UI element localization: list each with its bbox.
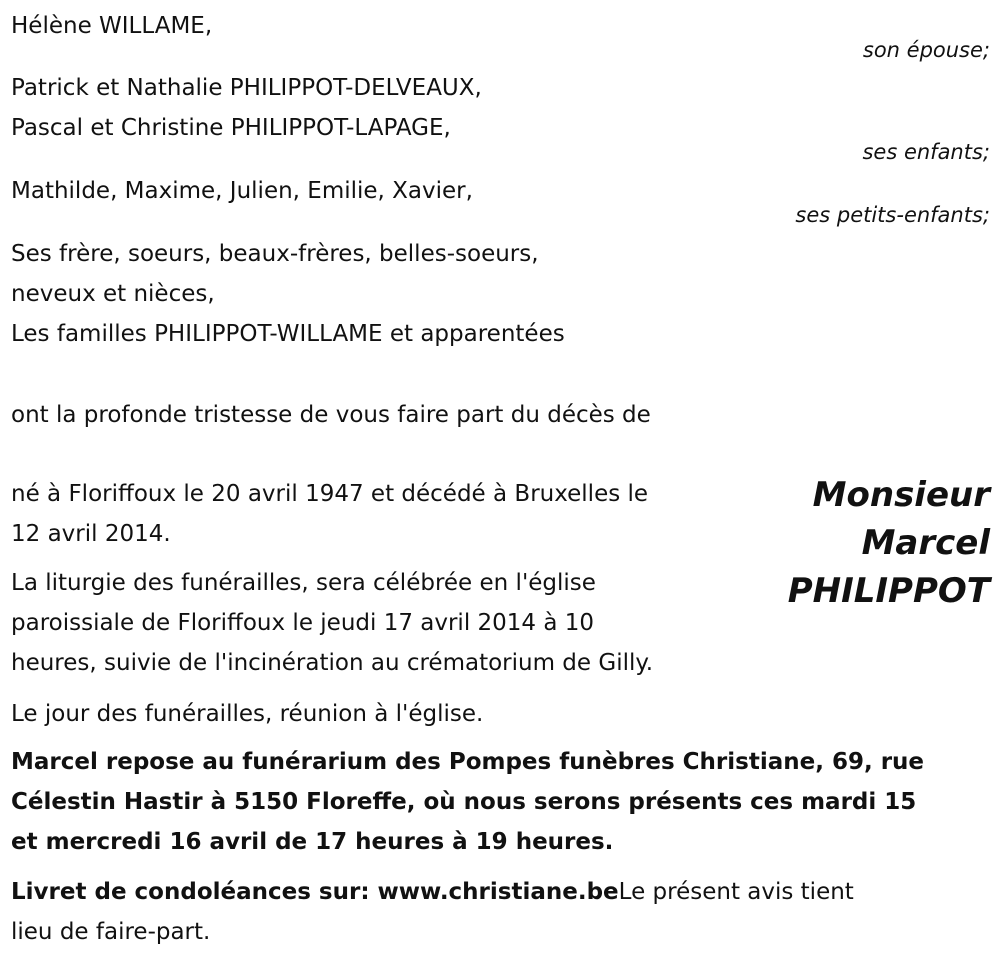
child-line: Patrick et Nathalie PHILIPPOT-DELVEAUX, (11, 75, 482, 101)
grandchildren-role: ses petits-enfants; (795, 203, 990, 227)
notice-text-line2: lieu de faire-part. (11, 919, 211, 945)
children-role: ses enfants; (862, 140, 990, 164)
relatives-line: Ses frère, soeurs, beaux-frères, belles-soeurs, (11, 241, 539, 267)
liturgy-line: La liturgie des funérailles, sera célébrée en l'église (11, 570, 596, 596)
condolences-line (11, 872, 854, 912)
visitation-line: Marcel repose au funérarium des Pompes funèbres Christiane, 69, rue (11, 749, 925, 775)
spouse-line: Hélène WILLAME, (11, 13, 213, 39)
relatives-line: neveux et nièces, (11, 281, 215, 307)
deceased-title: Monsieur (812, 475, 990, 515)
deceased-last-name: PHILIPPOT (787, 571, 990, 611)
announcement-text: ont la profonde tristesse de vous faire part du décès de (11, 402, 651, 428)
condolences-link[interactable]: Livret de condoléances sur: www.christiane.be (11, 879, 619, 905)
visitation-line: Célestin Hastir à 5150 Floreffe, où nous serons présents ces mardi 15 (11, 789, 917, 815)
birth-death-line: né à Floriffoux le 20 avril 1947 et décédé à Bruxelles le (11, 481, 649, 507)
relatives-line: Les familles PHILIPPOT-WILLAME et apparentées (11, 321, 565, 347)
grandchildren-line: Mathilde, Maxime, Julien, Emilie, Xavier, (11, 178, 473, 204)
reunion-text: Le jour des funérailles, réunion à l'église. (11, 701, 484, 727)
liturgy-line: paroissiale de Floriffoux le jeudi 17 avril 2014 à 10 (11, 610, 595, 636)
liturgy-line: heures, suivie de l'incinération au crématorium de Gilly. (11, 650, 654, 676)
visitation-line: et mercredi 16 avril de 17 heures à 19 heures. (11, 829, 614, 855)
spouse-role: son épouse; (862, 38, 990, 62)
birth-death-line: 12 avril 2014. (11, 521, 171, 547)
deceased-first-name: Marcel (861, 523, 990, 563)
child-line: Pascal et Christine PHILIPPOT-LAPAGE, (11, 115, 451, 141)
notice-text: Le présent avis tient (618, 879, 854, 905)
